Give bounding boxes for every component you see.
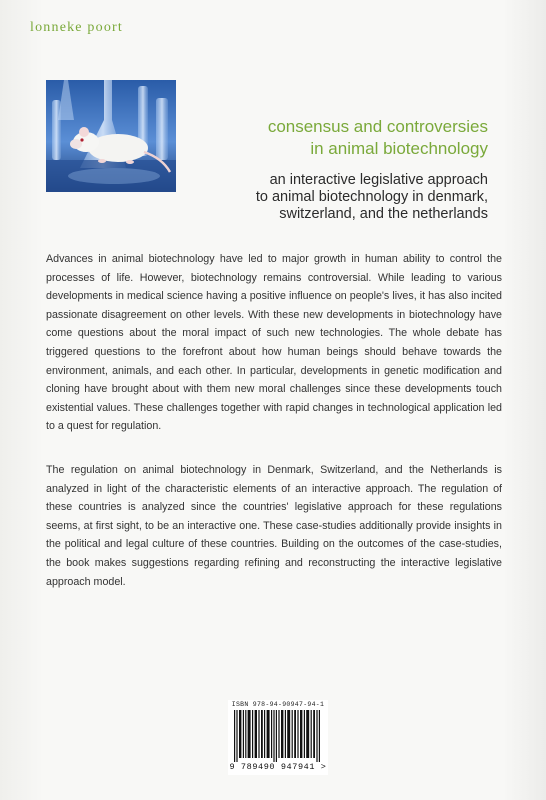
- subtitle-line-1: an interactive legislative approach: [269, 172, 488, 188]
- blurb-paragraph-1: Advances in animal biotechnology have led to major growth in human ability to control the processes of life. However, biotechnology remains controversial. While leading to various developments in medical science having a positive influence on people's lives, it has also incited passionate disagreement on other levels. With these new developments in biotechnology have come questions about the moral impact of such new technologies. The whole debate has triggered questions to the forefront about how human beings should behave towards the environment, animals, and each other. In particular, developments in genetic modification and cloning have brought about with them new moral challenges since these developments touch existential values. These challenges together with rapid changes in technological application led to a quest for regulation.: [46, 253, 502, 433]
- blurb-paragraph-2: The regulation on animal biotechnology in Denmark, Switzerland, and the Netherlands is analyzed in light of the characteristic elements of an interactive approach. The regulation of these countries is analyzed since the countries' legislative approach for these regulations seems, at first sight, to be an interactive one. These case-studies additionally provide insights in the political and legal culture of these countries. Building on the outcomes of the case-studies, the book makes suggestions regarding refining and reconstructing the interactive legislative approach model.: [46, 464, 502, 588]
- lab-rat-illustration: [46, 80, 176, 192]
- title-line-1: consensus and controversies: [267, 117, 488, 136]
- book-subtitle: [256, 172, 488, 223]
- barcode-digits: 9 789490 947941 >: [229, 762, 327, 772]
- subtitle-line-3: switzerland, and the netherlands: [279, 206, 488, 222]
- author-name: lonneke poort: [30, 20, 123, 35]
- book-title: [268, 116, 488, 160]
- lab-rat-photo: [46, 80, 176, 192]
- isbn-barcode: [228, 700, 328, 775]
- isbn-number: ISBN 978-94-90947-94-1: [231, 701, 325, 708]
- title-line-2: in animal biotechnology: [310, 139, 488, 158]
- subtitle-line-2: to animal biotechnology in denmark,: [255, 189, 488, 205]
- barcode-icon: [232, 710, 324, 762]
